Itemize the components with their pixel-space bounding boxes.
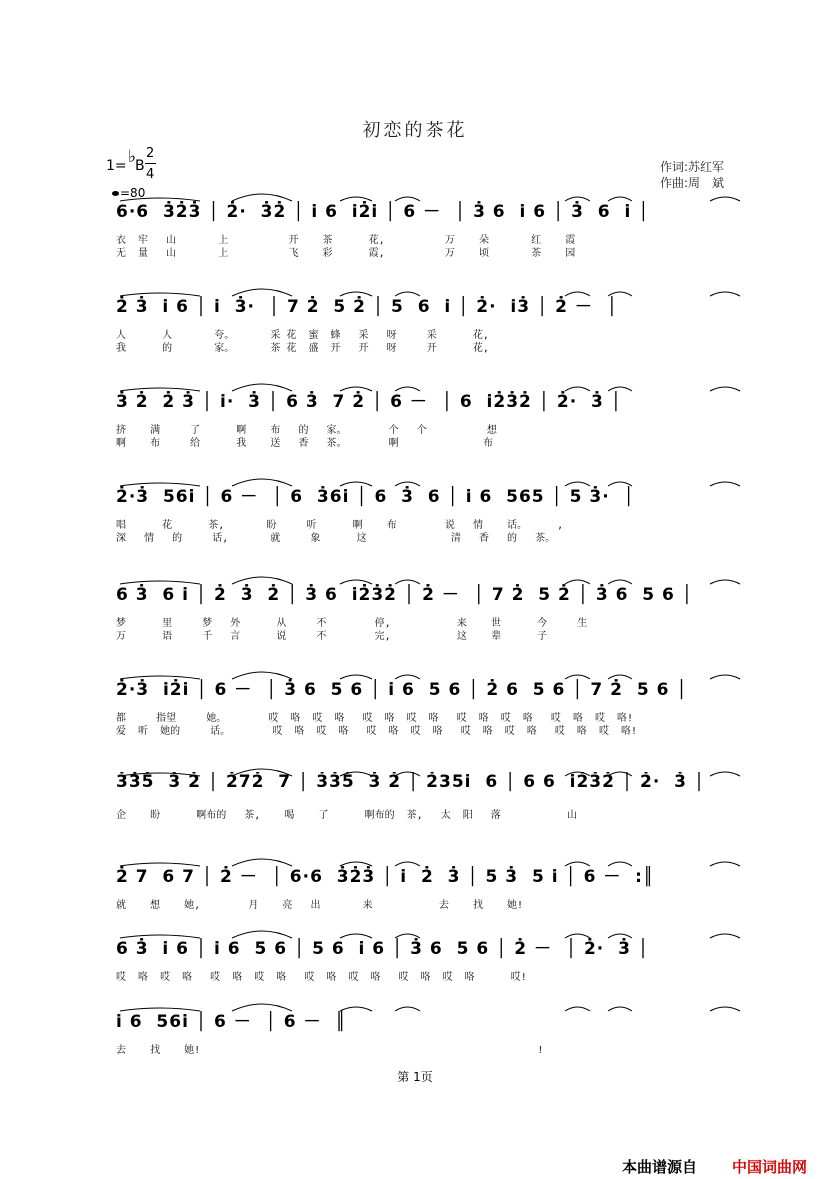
notation-line: 3̇3̇5̇ 3̇ 2̇ │ 2̇72̇ 7 │ 3̇3̇5̇ 3̇ 2̇ │ 2̇35i̇ 6 │ 6 6 i̇2̇3̇2̇ │ 2̇· 3̇ │: [116, 772, 706, 792]
lyric-line-1: 去 找 她! !: [116, 1045, 544, 1056]
notation-line: 2̇·3̇ 56i̇ │ 6 － │ 6 3̇6i̇ │ 6 3̇ 6 │ i̇ 6 565 │ 5 3̇· │: [116, 487, 635, 507]
source-site: 中国词曲网: [732, 1158, 808, 1176]
notation-line: 2̇ 3̇ i̇ 6 │ i̇ 3̇· │ 7 2̇ 5 2̇ │ 5 6 i̇ │ 2̇· i̇3̇ │ 2̇ － │: [116, 297, 618, 317]
lyric-line-1: 梦 里 梦 外 从 不 停, 来 世 今 生: [116, 618, 588, 629]
lyric-line-1: 人 人 夸。 采 花 蜜 蜂 采 呀 采 花,: [116, 330, 489, 341]
lyric-line-1: 企 盼 啊布的 茶, 喝 了 啊布的 茶, 太 阳 落 山: [116, 810, 578, 821]
time-signature-top: 2: [146, 146, 155, 161]
lyric-line-1: 挤 满 了 啊 布 的 家。 个 个 想: [116, 425, 497, 436]
song-title: 初恋的茶花: [362, 120, 468, 141]
notation-line: 2̇·3̇ i̇2̇i̇ │ 6 － │ 3̇ 6 5 6 │ i̇ 6 5 6 │ 2̇ 6 5 6 │ 7 2̇ 5 6 │: [116, 680, 688, 700]
time-signature-line: [145, 163, 156, 164]
key-note: B: [135, 158, 145, 174]
flat-sign-icon: ♭: [128, 147, 137, 167]
lyric-line-2: 爱 听 她的 话。 哎 咯 哎 咯 哎 咯 哎 咯 哎 咯 哎 咯 哎 咯 哎 咯!: [116, 726, 638, 737]
lyric-line-2: 我 的 家。 茶 花 盛 开 开 呀 开 花,: [116, 343, 489, 354]
lyric-line-2: 万 语 千 言 说 不 完, 这 辈 子: [116, 631, 548, 642]
notation-line: i̇ 6 56i̇ │ 6 － │ 6 － ║: [116, 1012, 347, 1032]
lyricist-credit: 作词:苏红军: [660, 160, 725, 174]
lyric-line-2: 深 情 的 话, 就 象 这 清 香 的 茶。: [116, 533, 556, 544]
time-signature-bottom: 4: [146, 167, 155, 182]
notation-line: 6 3̇ i̇ 6 │ i̇ 6 5 6 │ 5 6 i̇ 6 │ 3̇ 6 5 6 │ 2̇ － │ 2̇· 3̇ │: [116, 939, 650, 959]
composer-credit: 作曲:周 斌: [660, 176, 725, 190]
lyric-line-1: 哎 咯 哎 咯 哎 咯 哎 咯 哎 咯 哎 咯 哎 咯 哎 咯 哎!: [116, 972, 527, 983]
page-number: 第 1页: [397, 1070, 433, 1084]
source-label: 本曲谱源自: [622, 1158, 698, 1176]
tempo-value: =80: [120, 186, 146, 200]
notation-line: 6·6 3̇2̇3̇ │ 2̇· 3̇2̇ │ i̇ 6 i̇2̇i̇ │ 6 － │ 3̇ 6 i̇ 6 │ 3̇ 6 i̇ │: [116, 202, 650, 222]
lyric-line-1: 唱 花 茶, 盼 听 啊 布 说 情 话。 ,: [116, 520, 564, 531]
notation-line: 3̇ 2̇ 2̇ 3̇ │ i̇· 3̇ │ 6 3̇ 7 2̇ │ 6 － │ 6 i̇2̇3̇2̇ │ 2̇· 3̇ │: [116, 392, 623, 412]
key-signature-prefix: 1=: [106, 158, 127, 174]
notation-line: 2̇ 7 6 7 │ 2̇ － │ 6·6 3̇2̇3̇ │ i̇ 2̇ 3̇ │ 5 3̇ 5 i̇ │ 6 － :║: [116, 867, 655, 887]
lyric-line-1: 都 指望 她。 哎 咯 哎 咯 哎 咯 哎 咯 哎 咯 哎 咯 哎 咯 哎 咯!: [116, 713, 634, 724]
lyric-line-2: 无 量 山 上 飞 彩 霞, 万 顷 茶 园: [116, 248, 576, 259]
lyric-line-1: 衣 牢 山 上 开 茶 花, 万 朵 红 霞: [116, 235, 576, 246]
lyric-line-2: 啊 布 给 我 送 香 茶。 啊 布: [116, 438, 493, 449]
lyric-line-1: 就 想 她, 月 亮 出 来 去 找 她!: [116, 900, 524, 911]
notation-line: 6 3̇ 6 i̇ │ 2̇ 3̇ 2̇ │ 3̇ 6 i̇2̇3̇2̇ │ 2̇ － │ 7 2̇ 5 2̇ │ 3̇ 6 5 6 │: [116, 585, 694, 605]
